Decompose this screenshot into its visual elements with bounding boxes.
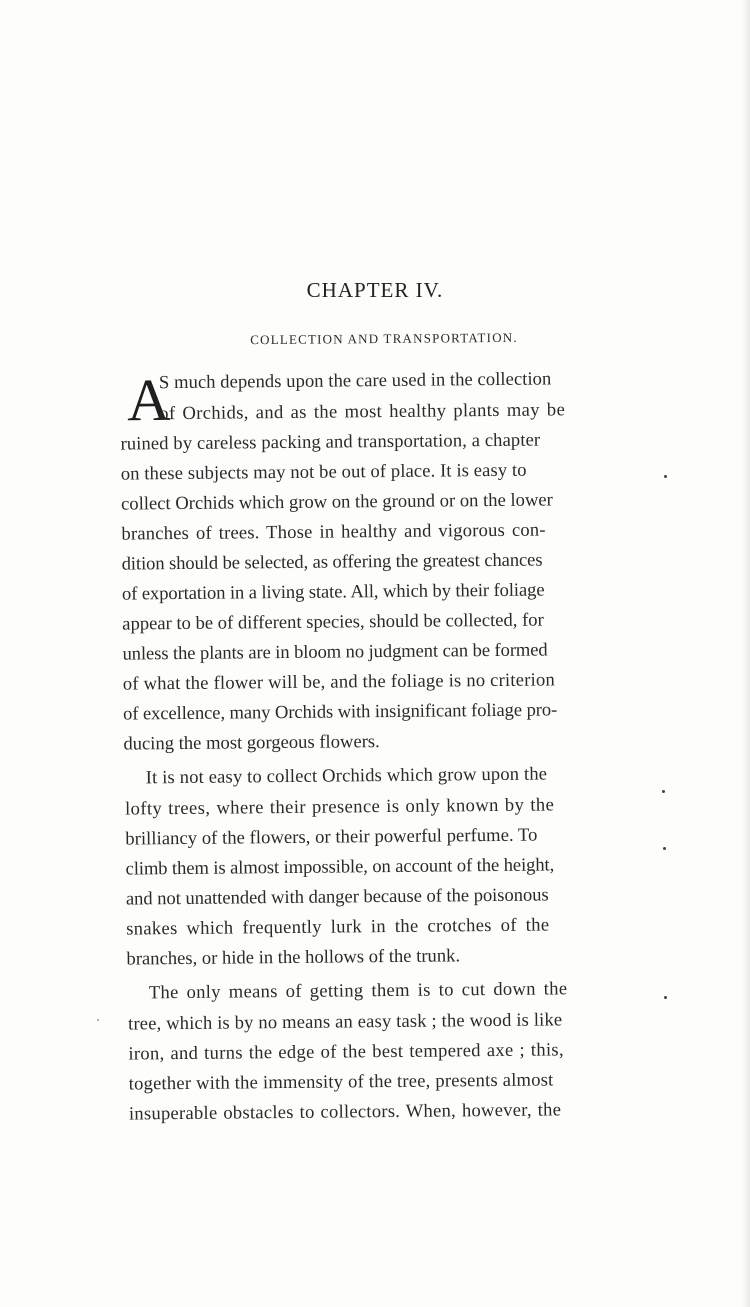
chapter-heading: CHAPTER IV. (306, 278, 444, 302)
margin-mark (97, 1019, 99, 1021)
text-line: on these subjects may not be out of place. It is easy to (120, 459, 527, 485)
drop-cap: A (126, 366, 171, 434)
text-line: unless the plants are in bloom no judgment can be formed (122, 639, 548, 665)
text-line: of what the flower will be, and the foliage is no criterion (122, 669, 556, 695)
text-line: of exportation in a living state. All, which by their foliage (121, 579, 545, 605)
text-line: branches of trees. Those in healthy and vigorous con- (121, 519, 546, 545)
text-line: dition should be selected, as offering the greatest chances (121, 549, 543, 575)
section-heading: COLLECTION AND TRANSPORTATION. (250, 329, 518, 348)
text-line: insuperable obstacles to collectors. When, however, the (128, 1099, 562, 1125)
text-line: The only means of getting them is to cut down the (148, 978, 568, 1004)
text-line: ruined by careless packing and transportation, a chapter (120, 429, 541, 455)
text-line: of Orchids, and as the most healthy plants may be (159, 399, 566, 425)
text-line: ducing the most gorgeous flowers. (123, 731, 380, 755)
text-line: together with the immensity of the tree, presents almost (128, 1069, 554, 1095)
margin-mark (662, 790, 665, 793)
margin-mark (663, 847, 666, 850)
text-line: tree, which is by no means an easy task ; the wood is like (127, 1009, 563, 1035)
text-line: lofty trees, where their presence is only known by the (124, 794, 555, 820)
text-line: branches, or hide in the hollows of the trunk. (126, 945, 461, 970)
text-line: brilliancy of the flowers, or their powerful perfume. To (125, 824, 538, 850)
text-line: and not unattended with danger because of the poisonous (125, 884, 549, 910)
text-line: S much depends upon the care used in the collection (158, 368, 552, 394)
text-line: snakes which frequently lurk in the crotches of the (126, 914, 550, 940)
text-line: appear to be of different species, should be collected, for (122, 609, 544, 635)
text-line: of excellence, many Orchids with insignificant foliage pro- (123, 699, 558, 725)
margin-mark (664, 996, 667, 999)
text-line: collect Orchids which grow on the ground or on the lower (121, 489, 553, 515)
text-line: climb them is almost impossible, on account of the height, (125, 854, 555, 880)
text-line: It is not easy to collect Orchids which grow upon the (145, 763, 548, 789)
page-edge-shadow (742, 0, 750, 1307)
margin-mark (664, 475, 667, 478)
text-line: iron, and turns the edge of the best tempered axe ; this, (128, 1039, 564, 1065)
